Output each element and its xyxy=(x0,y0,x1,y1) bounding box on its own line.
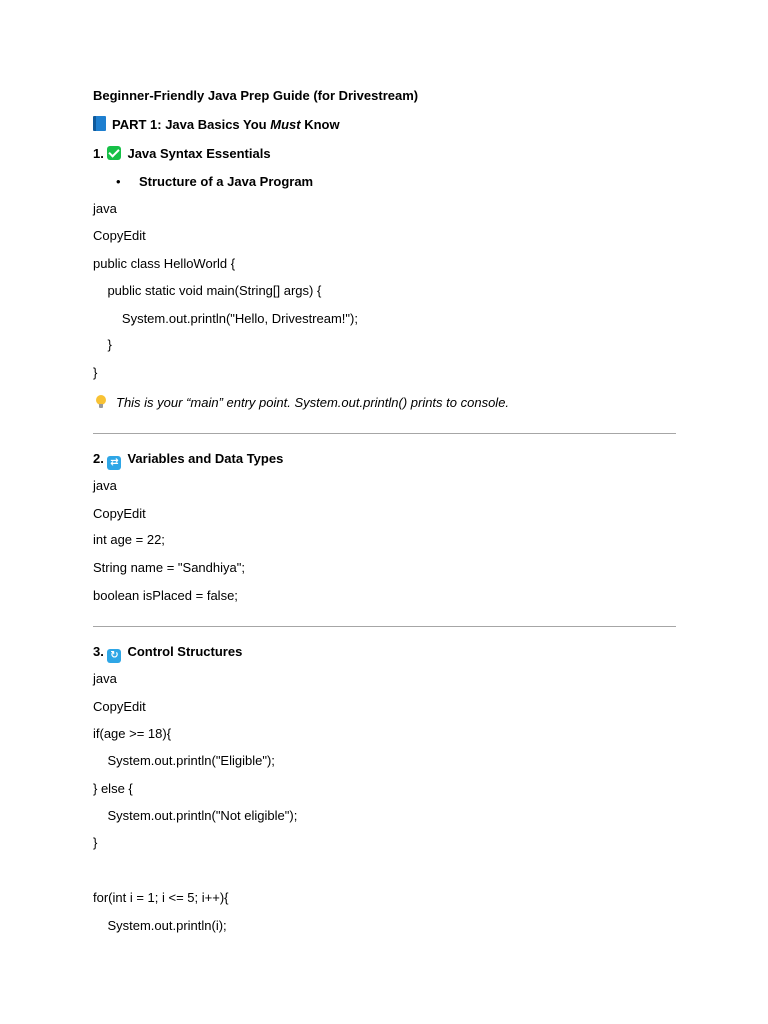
part1-prefix: PART 1: Java Basics You xyxy=(112,117,271,132)
section3-title: Control Structures xyxy=(127,644,243,659)
section1-heading xyxy=(93,146,271,162)
code-line: boolean isPlaced = false; xyxy=(93,588,238,603)
code-line: } xyxy=(93,365,98,380)
document-title: Beginner-Friendly Java Prep Guide (for Drivestream) xyxy=(93,88,419,103)
part1-heading xyxy=(93,116,340,133)
section2-title: Variables and Data Types xyxy=(127,451,284,466)
green-check-icon xyxy=(107,146,121,160)
code-line: int age = 22; xyxy=(93,532,165,547)
blue-book-icon xyxy=(93,116,106,131)
section3-heading xyxy=(93,644,242,663)
code-line: public class HelloWorld { xyxy=(93,256,236,271)
code-line: String name = "Sandhiya"; xyxy=(93,560,245,575)
copy-edit-button[interactable]: CopyEdit xyxy=(93,228,146,243)
section1-bullet: Structure of a Java Program xyxy=(139,174,314,189)
cycle-arrows-icon: ↻ xyxy=(107,649,121,663)
code-line: } xyxy=(93,835,98,850)
code-line: for(int i = 1; i <= 5; i++){ xyxy=(93,890,229,905)
section2-number: 2. xyxy=(93,451,104,466)
lightbulb-icon xyxy=(96,395,106,409)
copy-edit-button[interactable]: CopyEdit xyxy=(93,506,146,521)
code-language-label: java xyxy=(93,478,117,493)
tip-text: This is your “main” entry point. System.out.println() prints to console. xyxy=(116,395,510,410)
bullet-dot-icon: • xyxy=(116,174,121,189)
section-divider xyxy=(93,433,676,434)
code-line: System.out.println("Eligible"); xyxy=(93,753,275,768)
tip-line xyxy=(96,395,509,411)
code-line: } else { xyxy=(93,781,133,796)
code-line: System.out.println(i); xyxy=(93,918,227,933)
code-line: if(age >= 18){ xyxy=(93,726,172,741)
code-line: public static void main(String[] args) { xyxy=(93,283,322,298)
section1-title: Java Syntax Essentials xyxy=(127,146,271,161)
part1-suffix: Know xyxy=(300,117,340,132)
part1-emphasis: Must xyxy=(270,117,301,132)
section2-heading xyxy=(93,451,283,470)
repeat-arrows-icon: ⇄ xyxy=(107,456,121,470)
section1-number: 1. xyxy=(93,146,104,161)
copy-edit-button[interactable]: CopyEdit xyxy=(93,699,146,714)
code-language-label: java xyxy=(93,671,117,686)
code-language-label: java xyxy=(93,201,117,216)
code-line: System.out.println("Hello, Drivestream!"); xyxy=(93,311,358,326)
section-divider xyxy=(93,626,676,627)
code-line: } xyxy=(93,337,112,352)
section3-number: 3. xyxy=(93,644,104,659)
code-line: System.out.println("Not eligible"); xyxy=(93,808,298,823)
